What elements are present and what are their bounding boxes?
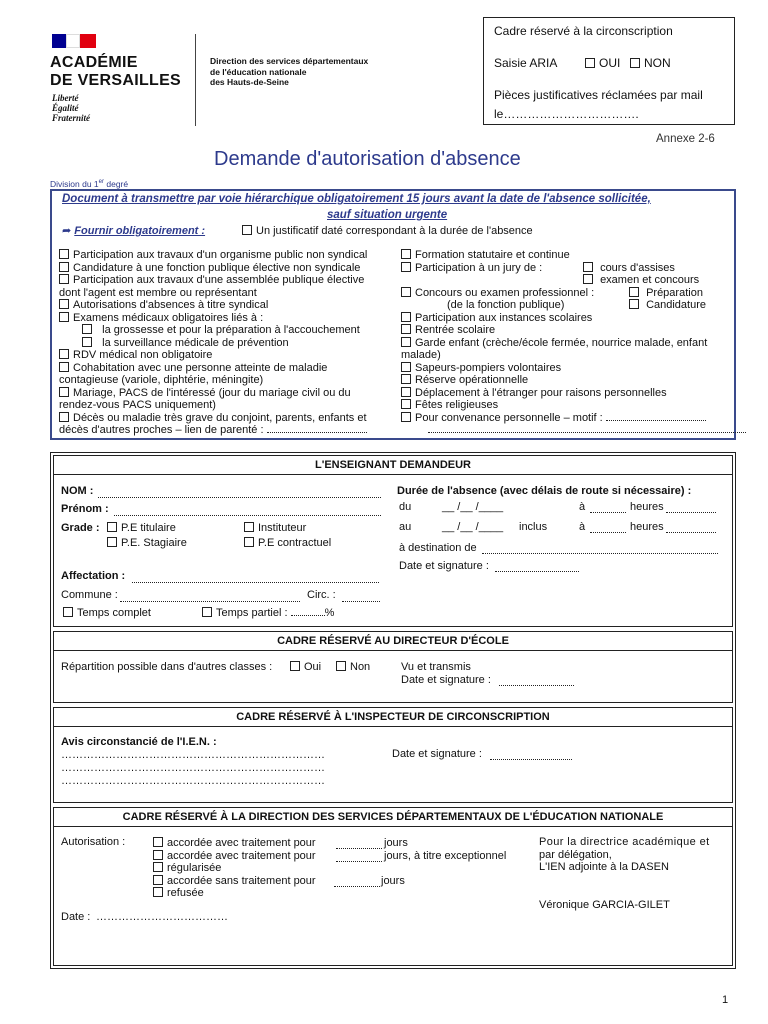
checkbox[interactable] xyxy=(59,274,69,284)
checkbox[interactable] xyxy=(59,412,69,422)
notice-line2: sauf situation urgente xyxy=(327,209,448,221)
option-label: Non xyxy=(350,661,371,673)
checkbox[interactable] xyxy=(153,887,163,897)
checkbox[interactable] xyxy=(401,387,411,397)
option-label: Oui xyxy=(304,661,322,673)
reason-right-6[interactable] xyxy=(629,287,703,300)
reason-left-13[interactable] xyxy=(59,412,367,425)
checkbox[interactable] xyxy=(401,362,411,372)
teacher-date-sig-field[interactable] xyxy=(495,563,579,572)
checkbox[interactable] xyxy=(59,349,69,359)
checkbox[interactable] xyxy=(59,312,69,322)
au-time-field[interactable] xyxy=(590,524,626,533)
reason-right-7[interactable] xyxy=(629,299,706,312)
saisie-aria-label: Saisie ARIA xyxy=(494,56,558,70)
reason-right-13[interactable] xyxy=(401,374,528,387)
du-heures: heures xyxy=(630,501,664,513)
reason-label: Participation aux instances scolaires xyxy=(415,311,593,324)
notice-line1: Document à transmettre par voie hiérarchique obligatoirement 15 jours avant la date de l'absence sollicitée, xyxy=(62,193,651,205)
au-heures-field[interactable] xyxy=(666,524,716,533)
reason-label: Pour convenance personnelle – motif : xyxy=(415,411,603,424)
reason-right-16[interactable] xyxy=(401,412,706,425)
justificatif-label: Un justificatif daté correspondant à la durée de l'absence xyxy=(256,225,533,237)
annexe-label: Annexe 2-6 xyxy=(656,133,715,145)
reason-left-2[interactable] xyxy=(59,274,364,287)
dsden-opt2[interactable] xyxy=(153,850,316,863)
inspector-date-sig-field[interactable] xyxy=(490,751,572,760)
dsden-date-field[interactable]: ……………………………… xyxy=(96,911,228,923)
header-divider xyxy=(195,34,196,126)
fournir-label: Fournir obligatoirement : xyxy=(74,225,206,237)
option-label: P.E. Stagiaire xyxy=(121,537,187,549)
reason-label: examen et concours xyxy=(600,274,700,286)
repartition-non[interactable] xyxy=(336,661,370,674)
opt4-days-field[interactable] xyxy=(334,878,380,887)
avis-line-3[interactable]: ……………………………………………………………… xyxy=(61,775,325,787)
reason-right-11: malade) xyxy=(401,349,441,361)
temps-partiel-field[interactable] xyxy=(291,607,325,616)
reason-label: cours d'assises xyxy=(600,261,675,274)
reason-label: Garde enfant (crèche/école fermée, nourrice malade, enfant xyxy=(415,336,708,349)
academy-logo xyxy=(50,32,200,127)
reason-label: Décès ou maladie très grave du conjoint, parents, enfants et xyxy=(73,411,367,424)
destination-label: à destination de xyxy=(399,542,477,554)
director-heading: CADRE RÉSERVÉ AU DIRECTEUR D'ÉCOLE xyxy=(277,635,509,647)
checkbox[interactable] xyxy=(401,374,411,384)
checkbox[interactable] xyxy=(629,299,639,309)
checkbox[interactable] xyxy=(401,399,411,409)
reason-right-5: (de la fonction publique) xyxy=(447,299,565,311)
checkbox[interactable] xyxy=(59,262,69,272)
vu-transmis: Vu et transmis xyxy=(401,661,471,673)
checkbox[interactable] xyxy=(629,287,639,297)
reason-label: Candidature à une fonction publique élective non syndicale xyxy=(73,261,361,274)
checkbox[interactable] xyxy=(59,387,69,397)
option-label: Temps partiel : xyxy=(216,607,288,619)
reason-left-0[interactable] xyxy=(59,249,367,262)
checkbox[interactable] xyxy=(290,661,300,671)
motto-fraternite: Fraternité xyxy=(52,113,91,123)
dsden-opt1[interactable] xyxy=(153,837,316,850)
justificatif-option[interactable] xyxy=(242,225,533,238)
du-a: à xyxy=(579,501,586,513)
reasons-box xyxy=(50,189,736,440)
motto xyxy=(52,93,90,123)
option-label: Instituteur xyxy=(258,522,307,534)
checkbox[interactable] xyxy=(153,875,163,885)
reason-right-8[interactable] xyxy=(401,312,592,325)
option-label: refusée xyxy=(167,887,204,899)
reason-left-4[interactable] xyxy=(59,299,268,312)
grade-label: Grade : xyxy=(61,522,100,534)
dsden-opt4[interactable] xyxy=(153,875,316,888)
prenom-field[interactable] xyxy=(114,507,381,516)
option-label: accordée sans traitement pour xyxy=(167,874,316,887)
dsden-opt3[interactable] xyxy=(153,862,221,875)
dsden-opt2-end: jours, à titre exceptionnel xyxy=(384,849,507,862)
percent-sign: % xyxy=(324,607,335,619)
reason-left-1[interactable] xyxy=(59,262,360,275)
teacher-box xyxy=(53,455,733,627)
option-label: P.E titulaire xyxy=(121,522,176,534)
autorisation-label: Autorisation : xyxy=(61,836,126,848)
reason-left-5[interactable] xyxy=(59,312,263,325)
checkbox[interactable] xyxy=(153,862,163,872)
reason-label: Participation à un jury de : xyxy=(415,261,543,274)
checkbox[interactable] xyxy=(630,58,640,68)
grade-pe-stagiaire[interactable] xyxy=(107,537,187,550)
checkbox[interactable] xyxy=(59,299,69,309)
dsden-opt4-end: jours xyxy=(381,874,405,887)
au-date[interactable]: __ /__ /____ xyxy=(442,521,504,533)
prenom-label: Prénom : xyxy=(61,503,109,515)
fournir-row xyxy=(62,225,205,238)
saisie-non[interactable] xyxy=(630,57,671,70)
checkbox[interactable] xyxy=(59,249,69,259)
reason-left-6[interactable] xyxy=(82,324,360,337)
grade-pe-titulaire[interactable] xyxy=(107,522,176,535)
reason-right-4[interactable] xyxy=(401,287,594,300)
signer-name: Véronique GARCIA-GILET xyxy=(539,899,670,911)
teacher-date-sig-label: Date et signature : xyxy=(399,560,489,572)
reason-left-7[interactable] xyxy=(82,337,289,350)
arrow-icon: ➦ xyxy=(62,225,72,237)
page-number: 1 xyxy=(722,994,729,1006)
division-sup: er xyxy=(98,179,105,185)
reason-label: Candidature xyxy=(646,299,706,311)
checkbox[interactable] xyxy=(107,522,117,532)
checkbox[interactable] xyxy=(401,324,411,334)
affectation-label: Affectation : xyxy=(61,570,126,582)
sign-line2: par délégation, xyxy=(539,848,612,861)
checkbox[interactable] xyxy=(401,249,411,259)
pieces-label: Pièces justificatives réclamées par mail xyxy=(494,88,703,102)
reason-label: la surveillance médicale de prévention xyxy=(102,336,289,349)
destination-field[interactable] xyxy=(482,545,718,554)
motto-egalite: Égalité xyxy=(52,103,79,113)
reason-left-3: dont l'agent est membre ou représentant xyxy=(59,286,257,299)
reason-right-1[interactable] xyxy=(401,262,542,275)
direction-line1: Direction des services départementaux xyxy=(210,56,369,66)
inspector-date-sig-label: Date et signature : xyxy=(392,748,482,760)
option-label: accordée avec traitement pour xyxy=(167,837,316,849)
reason-left-11[interactable] xyxy=(59,387,351,400)
circ-field[interactable] xyxy=(342,593,380,602)
motto-liberte: Liberté xyxy=(52,93,79,103)
option-label: régularisée xyxy=(167,862,222,874)
motif-field[interactable] xyxy=(606,412,706,421)
opt1-days-field[interactable] xyxy=(336,840,382,849)
checkbox[interactable] xyxy=(401,337,411,347)
checkbox[interactable] xyxy=(583,262,593,272)
grade-instituteur[interactable] xyxy=(244,522,306,535)
inspector-box xyxy=(53,707,733,803)
circo-title: Cadre réservé à la circonscription xyxy=(494,24,673,38)
checkbox[interactable] xyxy=(401,262,411,272)
opt2-days-field[interactable] xyxy=(336,853,382,862)
repartition-label: Répartition possible dans d'autres classes : xyxy=(61,661,273,673)
checkbox[interactable] xyxy=(244,537,254,547)
checkbox[interactable] xyxy=(401,412,411,422)
direction-line2: de l'éducation nationale xyxy=(210,66,307,77)
inspector-heading: CADRE RÉSERVÉ À L'INSPECTEUR DE CIRCONSCRIPTION xyxy=(236,711,550,723)
reason-left-8[interactable] xyxy=(59,349,212,362)
reason-label: Participation aux travaux d'un organisme public non syndical xyxy=(73,249,368,261)
circ-label: Circ. : xyxy=(307,589,336,601)
motif-line[interactable] xyxy=(428,424,746,433)
inclus-label: inclus xyxy=(519,521,548,533)
nom-field[interactable] xyxy=(98,489,381,498)
avis-line-2[interactable]: ……………………………………………………………… xyxy=(61,762,325,774)
checkbox[interactable] xyxy=(82,324,92,334)
reason-right-9[interactable] xyxy=(401,324,495,337)
sign-line1: Pour la directrice académique et xyxy=(539,836,710,848)
checkbox[interactable] xyxy=(153,850,163,860)
reason-right-2[interactable] xyxy=(583,262,675,275)
au-label: au xyxy=(399,521,412,533)
reason-label: Sapeurs-pompiers volontaires xyxy=(415,361,562,374)
nom-label: NOM : xyxy=(61,485,94,497)
grade-pe-contractuel[interactable] xyxy=(244,537,331,550)
checkbox[interactable] xyxy=(107,537,117,547)
reason-left-12: rendez-vous PACS uniquement) xyxy=(59,399,216,411)
reason-right-3[interactable] xyxy=(583,274,699,287)
option-label: accordée avec traitement pour xyxy=(167,849,316,862)
reason-label: Rentrée scolaire xyxy=(415,324,496,336)
reason-label: Formation statutaire et continue xyxy=(415,249,570,261)
checkbox[interactable] xyxy=(585,58,595,68)
division-text: Division du 1 xyxy=(50,178,99,189)
non-label: NON xyxy=(644,56,671,70)
duree-label: Durée de l'absence (avec délais de route si nécessaire) : xyxy=(397,485,692,497)
director-date-sig-label: Date et signature : xyxy=(401,674,491,686)
division-end: degré xyxy=(104,178,129,189)
direction-line3: des Hauts-de-Seine xyxy=(210,77,289,87)
reason-label: Mariage, PACS de l'intéressé (jour du mariage civil ou du xyxy=(73,386,351,399)
saisie-oui[interactable] xyxy=(585,57,620,70)
reason-label: la grossesse et pour la préparation à l'accouchement xyxy=(102,324,360,336)
du-label: du xyxy=(399,501,412,513)
reason-label: Cohabitation avec une personne atteinte de maladie xyxy=(73,361,328,374)
page-title: Demande d'autorisation d'absence xyxy=(214,148,521,170)
au-a: à xyxy=(579,521,586,533)
teacher-heading: L'ENSEIGNANT DEMANDEUR xyxy=(314,459,471,471)
checkbox[interactable] xyxy=(59,362,69,372)
temps-complet[interactable] xyxy=(63,607,151,620)
oui-label: OUI xyxy=(599,56,621,70)
director-date-sig-field[interactable] xyxy=(499,677,574,686)
commune-field[interactable] xyxy=(120,593,300,602)
reason-label: Fêtes religieuses xyxy=(415,399,499,411)
reason-right-12[interactable] xyxy=(401,362,561,375)
reason-left-10: contagieuse (variole, diphtérie, méningite) xyxy=(59,374,264,386)
avis-line-1[interactable]: ……………………………………………………………… xyxy=(61,749,325,761)
du-time-field[interactable] xyxy=(590,504,626,513)
reason-right-14[interactable] xyxy=(401,387,667,400)
pieces-date: le……………………………. xyxy=(494,107,639,121)
checkbox[interactable] xyxy=(153,837,163,847)
academy-name-line2: DE VERSAILLES xyxy=(50,72,182,89)
checkbox[interactable] xyxy=(583,274,593,284)
dsden-opt5[interactable] xyxy=(153,887,204,900)
reason-label: Déplacement à l'étranger pour raisons personnelles xyxy=(415,386,667,399)
reason-right-10[interactable] xyxy=(401,337,707,350)
reason-label: Préparation xyxy=(646,286,703,299)
commune-label: Commune : xyxy=(61,589,118,601)
dsden-date-label: Date : xyxy=(61,911,91,923)
sign-line3: L'IEN adjointe à la DASEN xyxy=(539,861,669,873)
checkbox[interactable] xyxy=(401,287,411,297)
marianne-flag-icon xyxy=(52,32,98,50)
reason-left-9[interactable] xyxy=(59,362,327,375)
reason-right-0[interactable] xyxy=(401,249,570,262)
dsden-opt1-end: jours xyxy=(384,837,408,849)
du-date[interactable]: __ /__ /____ xyxy=(442,501,504,513)
checkbox[interactable] xyxy=(63,607,73,617)
checkbox[interactable] xyxy=(244,522,254,532)
checkbox[interactable] xyxy=(202,607,212,617)
motif-field-2[interactable] xyxy=(428,424,746,437)
reason-label: Examens médicaux obligatoires liés à : xyxy=(73,311,264,324)
temps-partiel[interactable] xyxy=(202,607,334,620)
repartition-oui[interactable] xyxy=(290,661,321,674)
option-label: Temps complet xyxy=(77,607,151,619)
au-heures: heures xyxy=(630,521,664,533)
parente-field[interactable] xyxy=(267,424,367,433)
affectation-field[interactable] xyxy=(132,574,379,583)
circonscription-box xyxy=(483,17,735,125)
reason-right-15[interactable] xyxy=(401,399,498,412)
option-label: P.E contractuel xyxy=(258,537,332,549)
director-box xyxy=(53,631,733,703)
reason-label: RDV médical non obligatoire xyxy=(73,349,213,361)
dsden-heading: CADRE RÉSERVÉ À LA DIRECTION DES SERVICES DÉPARTEMENTAUX DE L'ÉDUCATION NATIONALE xyxy=(122,811,664,823)
checkbox[interactable] xyxy=(401,312,411,322)
direction-text xyxy=(210,56,368,88)
reason-label: Concours ou examen professionnel : xyxy=(415,286,595,299)
reason-label: Autorisations d'absences à titre syndical xyxy=(73,299,269,311)
checkbox[interactable] xyxy=(336,661,346,671)
checkbox[interactable] xyxy=(82,337,92,347)
checkbox[interactable] xyxy=(242,225,252,235)
reason-label: Participation aux travaux d'une assemblée publique élective xyxy=(73,274,365,286)
reason-label: décès d'autres proches – lien de parenté : xyxy=(59,424,264,436)
reason-label: Réserve opérationnelle xyxy=(415,374,529,386)
avis-label: Avis circonstancié de l'I.E.N. : xyxy=(61,736,217,748)
du-heures-field[interactable] xyxy=(666,504,716,513)
academy-name-line1: ACADÉMIE xyxy=(50,54,138,71)
reason-left-14 xyxy=(59,424,367,437)
dsden-box xyxy=(53,807,733,966)
